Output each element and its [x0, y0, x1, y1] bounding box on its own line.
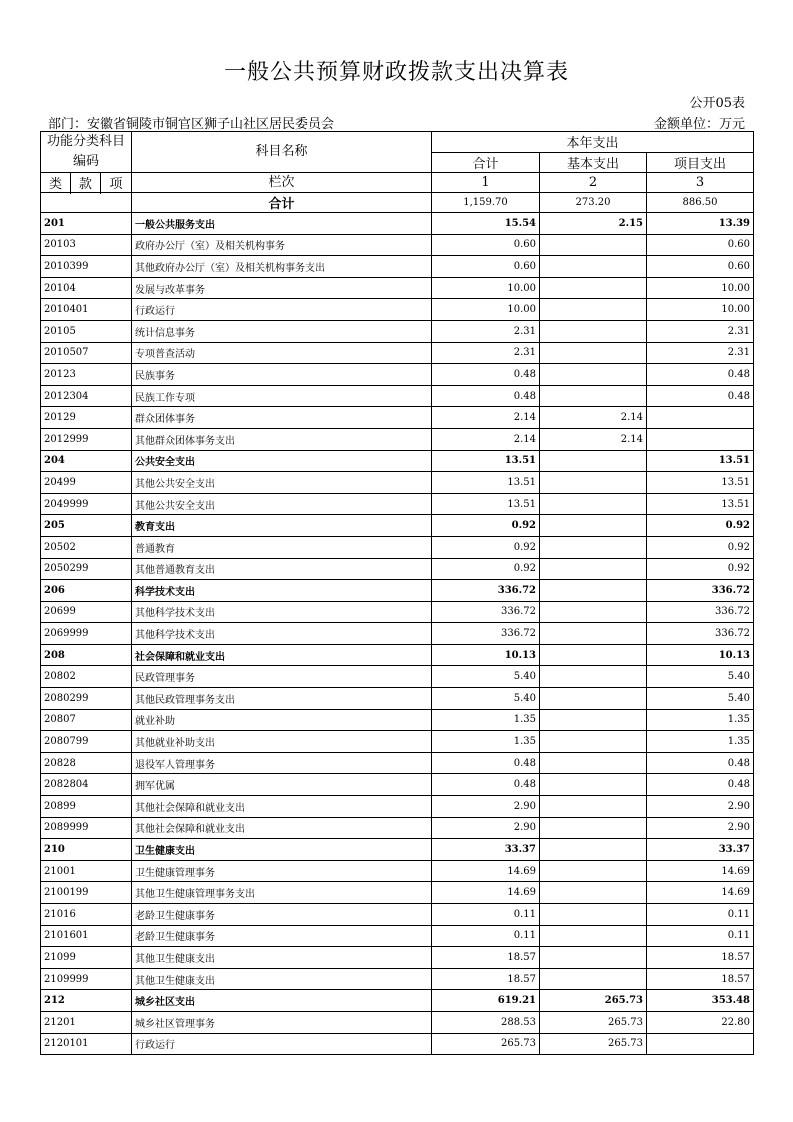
name-cell: 科学技术支出 [132, 580, 432, 602]
table-row [41, 385, 754, 407]
table-row [41, 839, 754, 861]
project-cell: 0.92 [647, 558, 754, 580]
table-row [41, 968, 754, 990]
project-cell: 10.00 [647, 277, 754, 299]
col3-index: 3 [647, 173, 754, 193]
project-cell: 0.92 [647, 515, 754, 537]
table-row [41, 817, 754, 839]
code-cell: 2010399 [41, 256, 132, 278]
total-cell: 619.21 [432, 990, 540, 1012]
table-row [41, 472, 754, 494]
basic-cell [540, 536, 647, 558]
basic-cell [540, 342, 647, 364]
basic-cell [540, 817, 647, 839]
table-row [41, 407, 754, 429]
basic-cell: 2.15 [540, 213, 647, 235]
name-cell: 统计信息事务 [132, 320, 432, 342]
code-cell: 2010401 [41, 299, 132, 321]
project-cell [647, 1033, 754, 1055]
project-cell: 2.31 [647, 320, 754, 342]
name-cell: 政府办公厅（室）及相关机构事务 [132, 234, 432, 256]
unit-label: 金额单位：万元 [653, 117, 745, 132]
grand-total-label: 合计 [132, 193, 432, 213]
code-cell: 20499 [41, 472, 132, 494]
code-cell: 2050299 [41, 558, 132, 580]
name-cell: 民族工作专项 [132, 385, 432, 407]
column-order-text: 栏次 [268, 175, 295, 190]
project-cell: 18.57 [647, 968, 754, 990]
code-cell: 20828 [41, 752, 132, 774]
project-cell: 2.90 [647, 796, 754, 818]
table-row [41, 342, 754, 364]
code-cell: 2101601 [41, 925, 132, 947]
project-cell: 353.48 [647, 990, 754, 1012]
code-cell: 2100199 [41, 882, 132, 904]
table-row [41, 213, 754, 235]
basic-cell [540, 796, 647, 818]
basic-cell [540, 493, 647, 515]
name-cell: 其他政府办公厅（室）及相关机构事务支出 [132, 256, 432, 278]
name-cell: 其他卫生健康支出 [132, 947, 432, 969]
code-cell: 20802 [41, 666, 132, 688]
code-cell: 21099 [41, 947, 132, 969]
code-cell: 210 [41, 839, 132, 861]
col1-index: 1 [432, 173, 540, 193]
code-cell: 20123 [41, 364, 132, 386]
total-cell: 13.51 [432, 472, 540, 494]
code-cell: 2082804 [41, 774, 132, 796]
total-cell: 2.14 [432, 428, 540, 450]
basic-cell [540, 839, 647, 861]
xiang-header: 项 [101, 173, 132, 193]
code-cell: 212 [41, 990, 132, 1012]
name-cell: 公共安全支出 [132, 450, 432, 472]
code-cell: 2080299 [41, 688, 132, 710]
name-cell: 其他卫生健康管理事务支出 [132, 882, 432, 904]
basic-cell: 265.73 [540, 990, 647, 1012]
total-cell: 2.31 [432, 342, 540, 364]
code-cell: 2120101 [41, 1033, 132, 1055]
total-cell: 15.54 [432, 213, 540, 235]
total-cell: 2.14 [432, 407, 540, 429]
total-cell: 336.72 [432, 601, 540, 623]
table-row [41, 644, 754, 666]
name-cell: 老龄卫生健康事务 [132, 925, 432, 947]
basic-cell: 2.14 [540, 428, 647, 450]
basic-cell [540, 256, 647, 278]
total-cell: 288.53 [432, 1011, 540, 1033]
code-cell: 20502 [41, 536, 132, 558]
name-cell: 民政管理事务 [132, 666, 432, 688]
total-cell: 336.72 [432, 623, 540, 645]
project-cell: 336.72 [647, 601, 754, 623]
basic-cell: 265.73 [540, 1033, 647, 1055]
total-cell: 10.00 [432, 299, 540, 321]
code-cell: 2089999 [41, 817, 132, 839]
grand-total-empty [41, 193, 132, 213]
table-number: 公开05表 [689, 96, 745, 111]
total-cell: 0.48 [432, 364, 540, 386]
basic-cell [540, 644, 647, 666]
table-row [41, 666, 754, 688]
basic-cell [540, 364, 647, 386]
total-cell: 2.90 [432, 817, 540, 839]
project-cell: 0.48 [647, 385, 754, 407]
basic-cell [540, 320, 647, 342]
table-row [41, 709, 754, 731]
code-cell: 21201 [41, 1011, 132, 1033]
name-cell: 拥军优属 [132, 774, 432, 796]
basic-cell: 265.73 [540, 1011, 647, 1033]
total-header: 合计 [432, 152, 540, 173]
table-row [41, 947, 754, 969]
project-cell: 10.13 [647, 644, 754, 666]
project-cell: 0.48 [647, 752, 754, 774]
table-row [41, 450, 754, 472]
total-cell: 5.40 [432, 666, 540, 688]
page-title: 一般公共预算财政拨款支出决算表 [223, 60, 569, 85]
code-cell: 205 [41, 515, 132, 537]
code-cell: 20129 [41, 407, 132, 429]
total-cell: 1.35 [432, 731, 540, 753]
table-row [41, 234, 754, 256]
basic-cell [540, 601, 647, 623]
basic-cell: 2.14 [540, 407, 647, 429]
department-label: 部门：安徽省铜陵市铜官区狮子山社区居民委员会 [48, 117, 335, 132]
total-cell: 10.13 [432, 644, 540, 666]
total-cell: 2.90 [432, 796, 540, 818]
project-cell: 336.72 [647, 580, 754, 602]
project-cell: 336.72 [647, 623, 754, 645]
project-cell: 0.48 [647, 774, 754, 796]
name-cell: 一般公共服务支出 [132, 213, 432, 235]
table-row [41, 256, 754, 278]
total-cell: 10.00 [432, 277, 540, 299]
name-cell: 其他科学技术支出 [132, 623, 432, 645]
project-cell: 13.51 [647, 450, 754, 472]
table-row [41, 990, 754, 1012]
total-cell: 0.92 [432, 515, 540, 537]
code-cell: 21001 [41, 860, 132, 882]
name-cell: 群众团体事务 [132, 407, 432, 429]
code-cell: 20699 [41, 601, 132, 623]
code-cell: 21016 [41, 904, 132, 926]
code-cell: 20104 [41, 277, 132, 299]
kuan-header: 款 [71, 173, 101, 193]
table-row [41, 688, 754, 710]
basic-cell [540, 450, 647, 472]
basic-cell [540, 709, 647, 731]
grand-total-value: 1,159.70 [432, 193, 540, 213]
name-cell: 城乡社区支出 [132, 990, 432, 1012]
basic-header: 基本支出 [540, 152, 647, 173]
table-row [41, 428, 754, 450]
total-cell: 13.51 [432, 493, 540, 515]
table-row [41, 277, 754, 299]
total-cell: 0.48 [432, 385, 540, 407]
basic-cell [540, 882, 647, 904]
name-cell: 发展与改革事务 [132, 277, 432, 299]
name-cell: 其他科学技术支出 [132, 601, 432, 623]
total-cell: 265.73 [432, 1033, 540, 1055]
table-row [41, 601, 754, 623]
table-row [41, 731, 754, 753]
table-row [41, 774, 754, 796]
project-cell: 0.11 [647, 925, 754, 947]
table-row [41, 623, 754, 645]
grand-project-value: 886.50 [647, 193, 754, 213]
code-cell: 20899 [41, 796, 132, 818]
table-row [41, 536, 754, 558]
total-cell: 5.40 [432, 688, 540, 710]
name-cell: 退役军人管理事务 [132, 752, 432, 774]
basic-cell [540, 623, 647, 645]
col2-index: 2 [540, 173, 647, 193]
project-cell: 14.69 [647, 882, 754, 904]
code-cell: 2080799 [41, 731, 132, 753]
name-cell: 行政运行 [132, 1033, 432, 1055]
basic-cell [540, 904, 647, 926]
basic-cell [540, 277, 647, 299]
name-cell: 其他群众团体事务支出 [132, 428, 432, 450]
name-cell: 其他社会保障和就业支出 [132, 817, 432, 839]
table-row [41, 860, 754, 882]
basic-cell [540, 774, 647, 796]
total-cell: 0.60 [432, 234, 540, 256]
table-row [41, 493, 754, 515]
total-cell: 0.92 [432, 536, 540, 558]
basic-cell [540, 666, 647, 688]
grand-basic-value: 273.20 [540, 193, 647, 213]
basic-cell [540, 234, 647, 256]
basic-cell [540, 558, 647, 580]
total-cell: 0.48 [432, 752, 540, 774]
total-cell: 33.37 [432, 839, 540, 861]
grand-total-row [41, 193, 754, 213]
table-row [41, 925, 754, 947]
project-cell: 0.60 [647, 256, 754, 278]
total-cell: 14.69 [432, 882, 540, 904]
subject-name-header [132, 132, 432, 193]
table-row [41, 904, 754, 926]
name-cell: 其他社会保障和就业支出 [132, 796, 432, 818]
table-row [41, 364, 754, 386]
name-cell: 城乡社区管理事务 [132, 1011, 432, 1033]
basic-cell [540, 472, 647, 494]
total-cell: 0.11 [432, 904, 540, 926]
name-cell: 普通教育 [132, 536, 432, 558]
basic-cell [540, 688, 647, 710]
project-cell: 13.39 [647, 213, 754, 235]
project-cell: 0.60 [647, 234, 754, 256]
code-cell: 2012999 [41, 428, 132, 450]
total-cell: 0.11 [432, 925, 540, 947]
name-cell: 行政运行 [132, 299, 432, 321]
total-cell: 0.60 [432, 256, 540, 278]
project-cell: 0.48 [647, 364, 754, 386]
total-cell: 1.35 [432, 709, 540, 731]
project-cell: 5.40 [647, 666, 754, 688]
name-cell: 卫生健康支出 [132, 839, 432, 861]
total-cell: 0.48 [432, 774, 540, 796]
total-cell: 2.31 [432, 320, 540, 342]
project-cell: 13.51 [647, 472, 754, 494]
name-cell: 卫生健康管理事务 [132, 860, 432, 882]
total-cell: 13.51 [432, 450, 540, 472]
table-row [41, 515, 754, 537]
current-year-header: 本年支出 [432, 132, 754, 153]
code-cell: 2012304 [41, 385, 132, 407]
table-row [41, 882, 754, 904]
name-cell: 其他就业补助支出 [132, 731, 432, 753]
name-cell: 其他公共安全支出 [132, 493, 432, 515]
name-cell: 民族事务 [132, 364, 432, 386]
table-row [41, 299, 754, 321]
total-cell: 14.69 [432, 860, 540, 882]
code-cell: 2049999 [41, 493, 132, 515]
header-row [41, 132, 754, 153]
table-row [41, 796, 754, 818]
project-header: 项目支出 [647, 152, 754, 173]
basic-cell [540, 580, 647, 602]
func-code-header: 功能分类科目编码 [41, 132, 132, 173]
project-cell: 18.57 [647, 947, 754, 969]
name-cell: 其他民政管理事务支出 [132, 688, 432, 710]
project-cell: 0.11 [647, 904, 754, 926]
table-row [41, 1033, 754, 1055]
basic-cell [540, 860, 647, 882]
project-cell: 14.69 [647, 860, 754, 882]
code-cell: 204 [41, 450, 132, 472]
name-cell: 其他普通教育支出 [132, 558, 432, 580]
project-cell: 1.35 [647, 709, 754, 731]
code-cell: 201 [41, 213, 132, 235]
project-cell: 33.37 [647, 839, 754, 861]
total-cell: 18.57 [432, 968, 540, 990]
code-cell: 208 [41, 644, 132, 666]
project-cell [647, 407, 754, 429]
name-cell: 老龄卫生健康事务 [132, 904, 432, 926]
basic-cell [540, 947, 647, 969]
code-cell: 2069999 [41, 623, 132, 645]
subject-name-text: 科目名称 [132, 132, 431, 173]
basic-cell [540, 731, 647, 753]
code-cell: 20807 [41, 709, 132, 731]
project-cell: 0.92 [647, 536, 754, 558]
lei-header: 类 [41, 173, 71, 193]
name-cell: 就业补助 [132, 709, 432, 731]
project-cell [647, 428, 754, 450]
total-cell: 0.92 [432, 558, 540, 580]
project-cell: 2.90 [647, 817, 754, 839]
project-cell: 13.51 [647, 493, 754, 515]
code-cell: 206 [41, 580, 132, 602]
table-row [41, 580, 754, 602]
basic-cell [540, 925, 647, 947]
table-row [41, 320, 754, 342]
name-cell: 其他卫生健康支出 [132, 968, 432, 990]
code-cell: 20103 [41, 234, 132, 256]
basic-cell [540, 385, 647, 407]
expenditure-table [40, 131, 754, 1055]
code-cell: 20105 [41, 320, 132, 342]
table-row [41, 752, 754, 774]
code-cell: 2010507 [41, 342, 132, 364]
name-cell: 社会保障和就业支出 [132, 644, 432, 666]
table-row [41, 1011, 754, 1033]
project-cell: 1.35 [647, 731, 754, 753]
project-cell: 2.31 [647, 342, 754, 364]
code-cell: 2109999 [41, 968, 132, 990]
name-cell: 专项普查活动 [132, 342, 432, 364]
project-cell: 10.00 [647, 299, 754, 321]
project-cell: 5.40 [647, 688, 754, 710]
project-cell: 22.80 [647, 1011, 754, 1033]
table-row [41, 558, 754, 580]
total-cell: 18.57 [432, 947, 540, 969]
basic-cell [540, 515, 647, 537]
basic-cell [540, 968, 647, 990]
basic-cell [540, 752, 647, 774]
name-cell: 其他公共安全支出 [132, 472, 432, 494]
basic-cell [540, 299, 647, 321]
total-cell: 336.72 [432, 580, 540, 602]
name-cell: 教育支出 [132, 515, 432, 537]
